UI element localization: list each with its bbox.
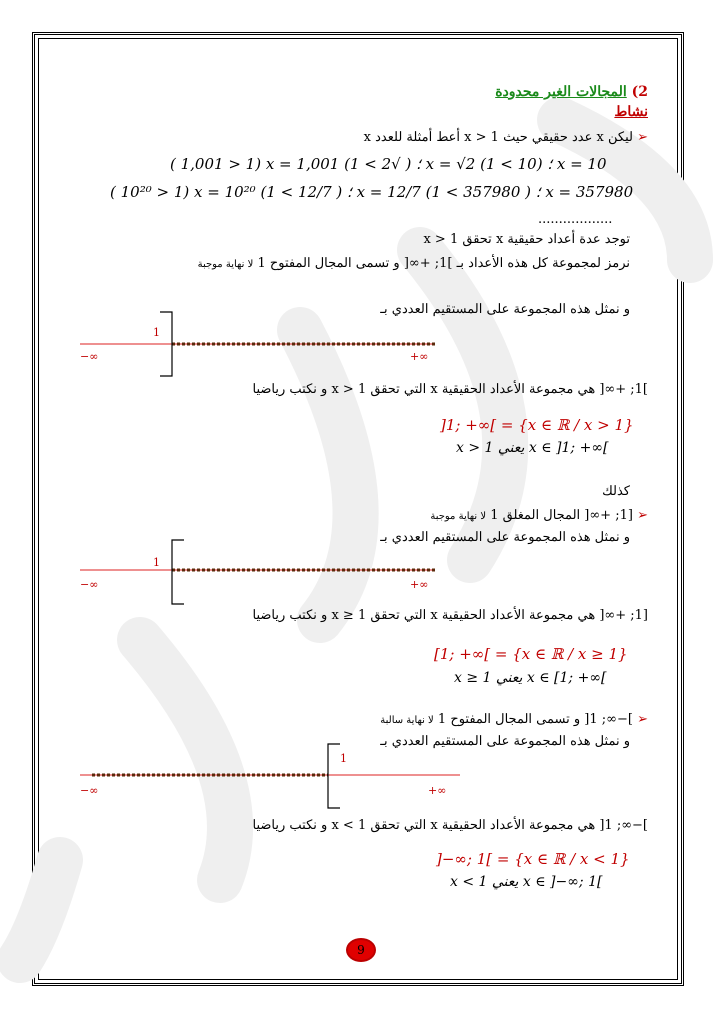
- section-number: 2): [631, 84, 648, 100]
- nl3-plus-inf: +∞: [428, 784, 447, 797]
- number-line-3: [80, 740, 470, 810]
- interval1-set: ]1; +∞[ = {x ∈ ℝ / x > 1}: [440, 416, 634, 434]
- also-text: كذلك: [602, 484, 630, 499]
- closed-bracket: [172, 540, 184, 604]
- examples-row-2: ( 10²⁰ > 1) x = 10²⁰ ؛ ( 12/7 > 1) x = 12/7 ؛ ( 357980 > 1) x = 357980: [110, 183, 634, 201]
- notation-small: لا نهاية موجبة: [197, 259, 254, 270]
- interval2-means: x ≥ 1 يعني x ∈ [1; +∞[: [454, 670, 607, 686]
- number-line-2: [80, 536, 440, 606]
- nl2-plus-inf: +∞: [410, 578, 429, 591]
- interval3-intro-text: ]−∞; 1[ و تسمى المجال المفتوح 1: [437, 712, 633, 727]
- arrow-bullet-icon: ➢: [637, 130, 648, 145]
- represent-text-1: و نمثل هذه المجموعة على المستقيم العددي بـ: [380, 302, 630, 317]
- interval2-intro: [430, 508, 648, 523]
- interval3-means: x < 1 يعني x ∈ ]−∞; 1[: [450, 874, 603, 890]
- represent-text-3: و نمثل هذه المجموعة على المستقيم العددي بـ: [380, 734, 630, 749]
- open-bracket: [328, 744, 340, 808]
- nl2-one: 1: [153, 556, 160, 569]
- arrow-bullet-icon: ➢: [637, 508, 648, 523]
- nl1-minus-inf: −∞: [80, 350, 99, 363]
- nl1-one: 1: [153, 326, 160, 339]
- nl3-minus-inf: −∞: [80, 784, 99, 797]
- nl1-plus-inf: +∞: [410, 350, 429, 363]
- section-heading: [495, 84, 648, 100]
- interval2-desc: [1; +∞[ هي مجموعة الأعداد الحقيقية x التي تحقق x ≥ 1 و نكتب رياضيا: [252, 608, 648, 623]
- arrow-bullet-icon: ➢: [637, 712, 648, 727]
- examples-row-1: ( 1,001 > 1) x = 1,001 ؛ ( √2 > 1) x = √2 ؛ (10 > 1) x = 10: [170, 155, 607, 173]
- nl3-one: 1: [340, 752, 347, 765]
- interval3-intro-small: لا نهاية سالبة: [380, 715, 434, 726]
- interval1-means: x > 1 يعني x ∈ ]1; +∞[: [456, 440, 609, 456]
- intro-line: [364, 130, 648, 145]
- interval3-set: ]−∞; 1[ = {x ∈ ℝ / x < 1}: [436, 850, 630, 868]
- section-title: المجالات الغير محدودة: [495, 84, 627, 100]
- activity-label: نشاط: [614, 104, 648, 120]
- represent-text-2: و نمثل هذه المجموعة على المستقيم العددي بـ: [380, 530, 630, 545]
- interval1-desc: ]1; +∞[ هي مجموعة الأعداد الحقيقية x التي تحقق x > 1 و نكتب رياضيا: [252, 382, 648, 397]
- nl2-minus-inf: −∞: [80, 578, 99, 591]
- interval2-set: [1; +∞[ = {x ∈ ℝ / x ≥ 1}: [434, 645, 628, 663]
- notation-text: نرمز لمجموعة كل هذه الأعداد بـ ]1; +∞[ و تسمى المجال المفتوح 1: [257, 256, 630, 271]
- interval2-intro-text: [1; +∞[ المجال المغلق 1: [490, 508, 633, 523]
- dots: ..................: [538, 212, 613, 227]
- notation-line: [198, 256, 630, 271]
- interval3-desc: ]−∞; 1[ هي مجموعة الأعداد الحقيقية x التي تحقق x < 1 و نكتب رياضيا: [252, 818, 648, 833]
- intro-text: ليكن x عدد حقيقي حيث x > 1 أعط أمثلة للعدد x: [363, 130, 633, 145]
- many-numbers-text: توجد عدة أعداد حقيقية x تحقق x > 1: [423, 232, 630, 247]
- interval3-intro: [380, 712, 648, 727]
- interval2-intro-small: لا نهاية موجبة: [430, 511, 487, 522]
- page-number-badge: 9: [346, 938, 376, 962]
- number-line-1: [80, 308, 440, 378]
